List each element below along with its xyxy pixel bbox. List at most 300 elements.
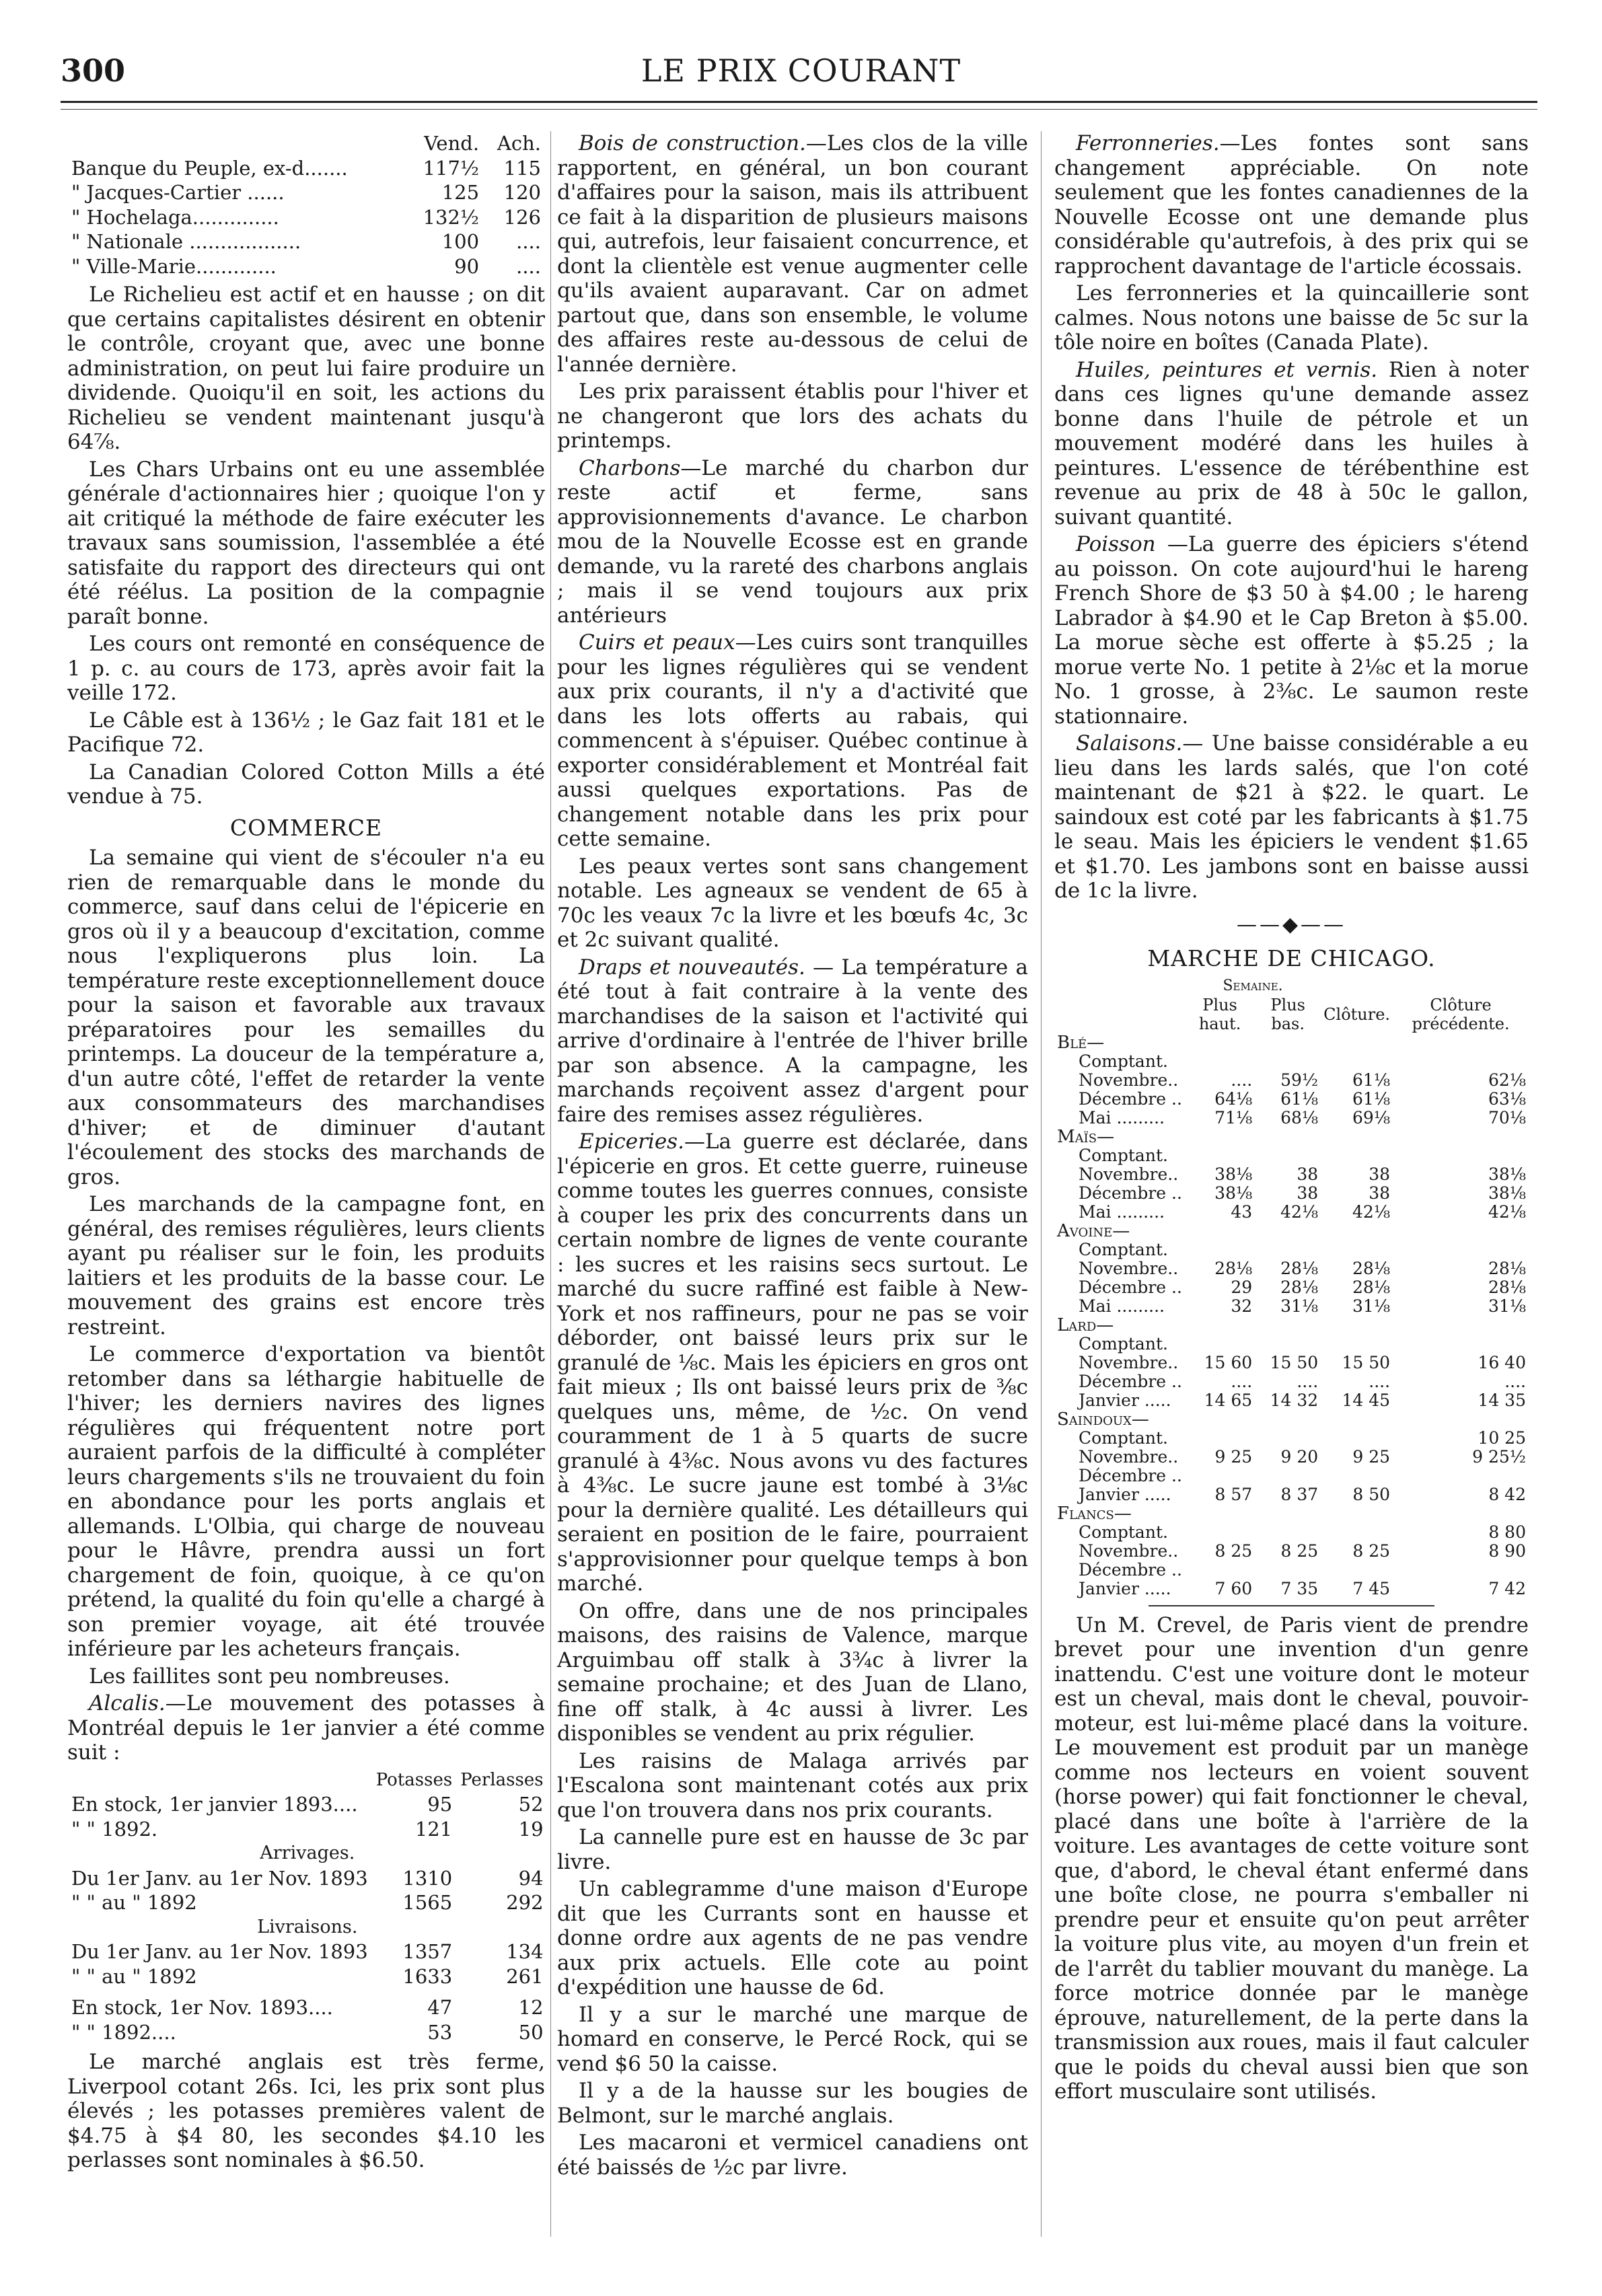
price-cell: [1321, 1410, 1393, 1429]
potash-value: 1357: [402, 1940, 453, 1963]
price-cell: 38⅛: [1214, 1164, 1253, 1184]
price-cell: [1255, 1410, 1321, 1429]
price-cell: [1185, 1146, 1255, 1165]
price-cell: [1255, 1146, 1321, 1165]
price-cell: [1393, 1127, 1529, 1146]
price-cell: ....: [1369, 1371, 1391, 1391]
commodity-label: Avoine—: [1057, 1220, 1130, 1241]
table-row: [1054, 1278, 1529, 1297]
table-row: [67, 254, 545, 279]
paragraph-label: Poisson: [1076, 532, 1156, 556]
price-cell: 10 25: [1478, 1428, 1526, 1448]
period-label: Décembre ..: [1079, 1559, 1182, 1580]
price-cell: ....: [1297, 1371, 1319, 1391]
paragraph: Un M. Crevel, de Paris vient de prendre brevet pour une invention d'un genre inattendu. C'est une voiture dont le moteur est un cheval, mais dont le cheval, pouvoir-moteur, est lui-même placé dans la voiture. Le mouvement est produit par un manège comme nos lecteurs en voient souvent (horse power) qui fait fonctionner le cheval, placé dans une boîte à l'arrière de la voiture. Les avantages de cette voiture sont que, d'abord, le cheval étant enfermé dans une boîte close, ne pourra s'emballer ni prendre peur et ensuite qu'on peut arrêter la voiture plus vite, au moyen d'un frein et de l'arrêt du tablier mouvant du manège. La force motrice donnée par le manège éprouve, naturellement, de la perte dans la transmission aux roues, mais il faut calculer que le poids du cheval aussi bien que son effort musculaire sont utilisés.: [1054, 1613, 1529, 2104]
price-cell: [1255, 1523, 1321, 1542]
price-cell: 14 65: [1204, 1390, 1253, 1410]
bank-vend: 117½: [423, 156, 480, 180]
table-row: [1054, 1165, 1529, 1184]
paragraph-text: — Une baisse considérable a eu lieu dans les lards salés, que l'on coté maintenant de $21 à $22. le quart. Le saindoux est coté par les fabricants à $1.75 le seau. Mais les épiciers le vendent $1.65 et $1.70. Les jambons sont en baisse aussi de 1c la livre.: [1054, 731, 1529, 903]
price-cell: [1255, 1467, 1321, 1485]
paragraph-text: Rien à noter dans ces lignes qu'une demande assez bonne dans l'huile de pétrole et un mouvement modéré dans les huiles à peintures. L'essence de térébenthine est revenue au prix de 48 à 50c le gallon, suivant quantité.: [1054, 357, 1529, 529]
price-cell: 7 45: [1352, 1578, 1391, 1598]
potash-value: 47: [427, 1996, 453, 2019]
price-cell: [1255, 1033, 1321, 1052]
potash-value: 1633: [402, 1964, 453, 1988]
price-cell: 8 57: [1214, 1484, 1253, 1504]
price-cell: [1185, 1504, 1255, 1523]
table-row: [1054, 1203, 1529, 1222]
period-label: Comptant.: [1079, 1522, 1168, 1542]
price-cell: [1321, 1523, 1393, 1542]
chicago-header: Plus bas.: [1270, 995, 1305, 1033]
price-cell: 38⅛: [1488, 1164, 1526, 1184]
perlasse-value: 134: [506, 1940, 544, 1963]
paragraph-text: Les peaux vertes sont sans changement notable. Les agneaux se vendent de 65 à 70c les veaux 7c la livre et les bœufs 4c, 3c et 2c suivant qualité.: [557, 854, 1028, 952]
header-vend: Vend.: [424, 132, 480, 155]
bank-name: Banque du Peuple, ex-d.......: [71, 156, 348, 180]
price-cell: 31⅛: [1488, 1296, 1526, 1316]
paragraph: [1054, 358, 1529, 530]
section-divider: [1149, 1605, 1434, 1606]
price-cell: 28⅛: [1280, 1277, 1319, 1297]
price-cell: 63⅛: [1488, 1088, 1526, 1109]
price-cell: 8 25: [1214, 1541, 1253, 1561]
price-cell: [1255, 1561, 1321, 1580]
ornament-divider: ——◆——: [1236, 912, 1347, 936]
paragraph-text: On offre, dans une de nos principales maisons, des raisins de Valence, marque Arguimbau off stalk à 3¾c à livrer la semaine prochaine; et des Juan de Llano, fine off stalk, à 4c aussi à livrer. Les disponibles se vendent au prix régulier.: [557, 1598, 1028, 1746]
paragraph: [557, 955, 1028, 1127]
price-cell: 38: [1369, 1164, 1391, 1184]
price-cell: [1321, 1052, 1393, 1071]
paragraph-text: Il y a de la hausse sur les bougies de Belmont, sur le marché anglais.: [557, 2079, 1028, 2128]
price-cell: [1321, 1146, 1393, 1165]
price-cell: [1321, 1561, 1393, 1580]
bank-name: " Nationale ..................: [71, 230, 301, 253]
price-cell: [1321, 1429, 1393, 1448]
column-3: [1054, 131, 1529, 2107]
commodity-label: Lard—: [1057, 1314, 1114, 1335]
price-cell: 31⅛: [1280, 1296, 1319, 1316]
bank-ach: 120: [503, 181, 541, 204]
table-row: [1054, 1335, 1529, 1354]
bank-vend: 100: [441, 230, 480, 253]
price-cell: [1255, 1240, 1321, 1259]
period-label: Janvier .....: [1079, 1578, 1171, 1598]
paragraph: La Canadian Colored Cotton Mills a été vendue à 75.: [67, 760, 545, 809]
price-cell: [1185, 1429, 1255, 1448]
paragraph: [557, 1825, 1028, 1874]
column-divider: [1041, 131, 1042, 2237]
paragraph: Les cours ont remonté en conséquence de 1 p. c. au cours de 173, après avoir fait la veille 172.: [67, 632, 545, 705]
price-cell: [1321, 1335, 1393, 1354]
paragraph-text: —Les cuirs sont tranquilles pour les lignes régulières qui se vendent aux prix courants, il n'y a d'activité que dans les lots offerts au rabais, qui commencent à s'épuiser. Québec continue à exporter considérablement et Montréal fait aussi quelques exportations. Pas de changement notable dans les prix pour cette semaine.: [557, 630, 1028, 851]
period-label: Comptant.: [1079, 1051, 1168, 1071]
price-cell: [1185, 1127, 1255, 1146]
paragraph: [557, 1130, 1028, 1596]
bank-ach: ....: [516, 254, 541, 278]
potash-label: " " au " 1892: [71, 1891, 197, 1914]
period-label: Novembre..: [1079, 1258, 1179, 1278]
price-cell: [1321, 1033, 1393, 1052]
paragraph-text: Il y a sur le marché une marque de homard en conserve, le Percé Rock, qui se vend $6 50 la caisse.: [557, 2002, 1028, 2076]
price-cell: [1185, 1410, 1255, 1429]
paragraph: [557, 379, 1028, 453]
price-cell: [1321, 1316, 1393, 1335]
price-cell: 59½: [1280, 1070, 1319, 1090]
price-cell: 8 80: [1488, 1522, 1526, 1542]
potash-row: [67, 1792, 548, 1817]
paragraph: [557, 131, 1028, 377]
price-cell: 29: [1231, 1277, 1253, 1297]
paragraph: Le Richelieu est actif et en hausse ; on dit que certains capitalistes désirent en obtenir le contrôle, croyant que, avec une bonne administration, on peut lui faire produire un dividende. Quoiqu'il en soit, les actions du Richelieu se vendent maintenant jusqu'à 64⅞.: [67, 283, 545, 454]
table-row: [1054, 1354, 1529, 1372]
potash-value: 95: [427, 1793, 453, 1816]
commerce-paragraph: Le commerce d'exportation va bientôt retomber dans sa léthargie habituelle de l'hiver; les derniers navires des lignes régulières qui fréquentent notre port auraient parfois de la difficulté à compléter leurs chargements s'ils ne trouvaient du foin en abondance pour les ports anglais et allemands. L'Olbia, qui charge de nouveau pour le Hâvre, prendra aussi un fort chargement de foin, quoique, à ce qu'on prétend, la qualité du foin qu'elle a chargé à son premier voyage, ait été trouvée inférieure par les acheteurs français.: [67, 1342, 545, 1661]
perlasse-value: 292: [506, 1891, 544, 1914]
price-cell: 62⅛: [1488, 1070, 1526, 1090]
potash-row: [67, 2020, 548, 2045]
price-cell: 28⅛: [1488, 1258, 1526, 1278]
price-cell: 61⅛: [1280, 1088, 1319, 1109]
table-row: [1054, 1542, 1529, 1561]
paragraph: [1054, 532, 1529, 729]
table-row: [1054, 1090, 1529, 1109]
table-row: [1054, 1523, 1529, 1542]
price-cell: ....: [1504, 1371, 1526, 1391]
paragraph-text: Les raisins de Malaga arrivés par l'Escalona sont maintenant cotés aux prix que l'on trouvera dans nos prix courants.: [557, 1748, 1028, 1822]
paragraph-text: Les ferronneries et la quincaillerie sont calmes. Nous notons une baisse de 5c sur la tôle noire en boîtes (Canada Plate).: [1054, 281, 1529, 355]
price-cell: 8 25: [1352, 1541, 1391, 1561]
period-label: Mai .........: [1079, 1296, 1165, 1316]
price-cell: 15 50: [1270, 1352, 1319, 1372]
price-cell: 38: [1297, 1164, 1319, 1184]
price-cell: 7 42: [1488, 1578, 1526, 1598]
paragraph: [1054, 281, 1529, 355]
price-cell: [1255, 1316, 1321, 1335]
bank-name: " Ville-Marie.............: [71, 254, 277, 278]
price-cell: 8 37: [1280, 1484, 1319, 1504]
paragraph: [557, 630, 1028, 852]
table-row: [1054, 1448, 1529, 1467]
period-label: Novembre..: [1079, 1070, 1179, 1090]
price-cell: [1185, 1523, 1255, 1542]
table-row: [1054, 1504, 1529, 1523]
column-1: [67, 131, 545, 2176]
period-label: Novembre..: [1079, 1352, 1179, 1372]
price-cell: [1255, 1429, 1321, 1448]
price-cell: [1185, 1467, 1255, 1485]
price-cell: [1185, 1561, 1255, 1580]
price-cell: [1393, 1335, 1529, 1354]
bank-vend: 125: [441, 181, 480, 204]
price-cell: [1255, 1127, 1321, 1146]
chicago-header: Clôture.: [1323, 1004, 1391, 1024]
price-cell: [1321, 1240, 1393, 1259]
price-cell: 7 60: [1214, 1578, 1253, 1598]
commerce-paragraph: Les faillites sont peu nombreuses.: [89, 1664, 450, 1689]
potash-row: [67, 1866, 548, 1891]
table-row: [1054, 1372, 1529, 1391]
paragraph: [557, 1749, 1028, 1823]
commodity-label: Flancs—: [1057, 1503, 1132, 1524]
price-cell: [1393, 1240, 1529, 1259]
perlasse-value: 19: [518, 1817, 544, 1841]
period-label: Décembre ..: [1079, 1277, 1182, 1297]
price-cell: 28⅛: [1352, 1258, 1391, 1278]
paragraph-label: Salaisons.: [1076, 731, 1183, 755]
price-cell: ....: [1231, 1070, 1253, 1090]
alcalis-label: Alcalis.: [89, 1691, 166, 1715]
price-cell: 32: [1231, 1296, 1253, 1316]
price-cell: 61⅛: [1352, 1088, 1391, 1109]
potash-row: [67, 1890, 548, 1915]
potash-label: " " au " 1892: [71, 1964, 197, 1988]
commodity-label: Maïs—: [1057, 1126, 1115, 1147]
livraisons-label: Livraisons.: [257, 1916, 358, 1937]
chicago-title: MARCHE DE CHICAGO.: [1147, 945, 1436, 971]
price-cell: 38: [1297, 1183, 1319, 1203]
potash-label: Du 1er Janv. au 1er Nov. 1893: [71, 1866, 368, 1890]
paragraph-label: Huiles, peintures et vernis.: [1076, 357, 1378, 382]
header-potasses: Potasses: [375, 1769, 453, 1790]
price-cell: [1321, 1127, 1393, 1146]
bank-name: " Jacques-Cartier ......: [71, 181, 285, 204]
column-divider: [550, 131, 551, 2237]
potash-value: 121: [414, 1817, 453, 1841]
price-cell: 28⅛: [1214, 1258, 1253, 1278]
final-paragraph: Le marché anglais est très ferme, Liverpool cotant 26s. Ici, les prix sont plus élevés ; les potasses premières valent de $4.75 à $4 80, les secondes $4.10 les perlasses sont nominales à $6.50.: [67, 2050, 545, 2172]
price-cell: 14 32: [1270, 1390, 1319, 1410]
potash-label: En stock, 1er Nov. 1893....: [71, 1996, 333, 2019]
price-cell: 28⅛: [1280, 1258, 1319, 1278]
price-cell: 31⅛: [1352, 1296, 1391, 1316]
potash-row: [67, 1964, 548, 1989]
price-cell: [1255, 1504, 1321, 1523]
chicago-header: Clôture précédente.: [1412, 995, 1510, 1033]
price-cell: 69⅛: [1352, 1107, 1391, 1127]
chicago-table: [1054, 977, 1529, 1598]
price-cell: 8 50: [1352, 1484, 1391, 1504]
table-row: [1054, 1052, 1529, 1071]
period-label: Janvier .....: [1079, 1390, 1171, 1410]
paragraph-text: La cannelle pure est en hausse de 3c par livre.: [557, 1825, 1028, 1874]
table-row: [67, 156, 545, 181]
paragraph-text: — La température a été tout à fait contraire à la vente des marchandises de la saison et l'activité qui arrive d'ordinaire à l'entrée de l'hiver brille par son absence. A la campagne, les marchands reçoivent assez d'argent pour faire des remises assez régulières.: [557, 955, 1028, 1127]
commodity-label: Blé—: [1057, 1032, 1105, 1053]
paragraph: [557, 456, 1028, 628]
table-row: [1054, 1580, 1529, 1598]
period-label: Janvier .....: [1079, 1484, 1171, 1504]
table-row: [67, 205, 545, 230]
table-row: [1054, 1127, 1529, 1146]
period-label: Comptant.: [1079, 1428, 1168, 1448]
bank-ach: ....: [516, 230, 541, 253]
table-row: [1054, 1184, 1529, 1203]
period-label: Comptant.: [1079, 1145, 1168, 1165]
potash-row: [67, 1995, 548, 2020]
paragraph-text: Les macaroni et vermicel canadiens ont été baissés de ½c par livre.: [557, 2131, 1028, 2180]
paragraph-label: Epiceries.: [579, 1130, 684, 1154]
potash-label: " " 1892.: [71, 1817, 158, 1841]
table-row: [1054, 1033, 1529, 1052]
price-cell: 16 40: [1478, 1352, 1526, 1372]
price-cell: 15 50: [1342, 1352, 1391, 1372]
price-cell: [1185, 1240, 1255, 1259]
perlasse-value: 261: [506, 1964, 544, 1988]
price-cell: 8 90: [1488, 1541, 1526, 1561]
paragraph: [557, 2003, 1028, 2077]
price-cell: [1185, 1052, 1255, 1071]
bank-vend: 132½: [423, 205, 480, 229]
table-row: [1054, 1109, 1529, 1127]
header-ach: Ach.: [497, 132, 541, 155]
period-label: Décembre ..: [1079, 1465, 1182, 1485]
bank-name: " Hochelaga..............: [71, 205, 279, 229]
bank-vend: 90: [454, 254, 480, 278]
price-cell: [1185, 1222, 1255, 1240]
potash-row: [67, 1817, 548, 1842]
table-row: [67, 180, 545, 205]
price-cell: ....: [1231, 1371, 1253, 1391]
table-row: [1054, 1429, 1529, 1448]
page-number: 300: [61, 52, 126, 89]
price-cell: 8 25: [1280, 1541, 1319, 1561]
paragraph: Le Câble est à 136½ ; le Gaz fait 181 et le Pacifique 72.: [67, 708, 545, 757]
arrivages-label: Arrivages.: [260, 1843, 355, 1863]
price-cell: 38: [1369, 1183, 1391, 1203]
price-cell: 68⅛: [1280, 1107, 1319, 1127]
price-cell: [1393, 1146, 1529, 1165]
price-cell: [1185, 1335, 1255, 1354]
price-cell: [1393, 1222, 1529, 1240]
header-perlasses: Perlasses: [460, 1769, 544, 1790]
page-title: LE PRIX COURANT: [641, 52, 961, 89]
potash-value: 53: [427, 2020, 453, 2044]
price-cell: 14 35: [1478, 1390, 1526, 1410]
price-cell: 42⅛: [1280, 1201, 1319, 1222]
perlasse-value: 12: [518, 1996, 544, 2019]
commerce-heading: COMMERCE: [229, 814, 383, 841]
period-label: Mai .........: [1079, 1107, 1165, 1127]
price-cell: 9 20: [1280, 1446, 1319, 1467]
paragraph: [557, 2079, 1028, 2128]
price-cell: 42⅛: [1352, 1201, 1391, 1222]
price-cell: 9 25: [1214, 1446, 1253, 1467]
price-cell: [1185, 1033, 1255, 1052]
semaine-label: Semaine.: [1223, 977, 1283, 994]
price-cell: [1393, 1467, 1529, 1485]
table-row: [1054, 1297, 1529, 1316]
period-label: Comptant.: [1079, 1239, 1168, 1259]
price-cell: 28⅛: [1488, 1277, 1526, 1297]
price-cell: [1255, 1335, 1321, 1354]
perlasse-value: 94: [518, 1866, 544, 1890]
table-row: [1054, 1146, 1529, 1165]
paragraph-label: Bois de construction.: [579, 131, 806, 155]
price-cell: 14 45: [1342, 1390, 1391, 1410]
table-row: [1054, 1410, 1529, 1429]
price-cell: [1393, 1410, 1529, 1429]
alcalis-paragraph: [67, 1691, 545, 1765]
table-row: [1054, 1259, 1529, 1278]
price-cell: 28⅛: [1352, 1277, 1391, 1297]
table-row: [1054, 1467, 1529, 1485]
commerce-paragraph: La semaine qui vient de s'écouler n'a eu rien de remarquable dans le monde du commerce, sauf dans celui de l'épicerie en gros où il y a beaucoup d'excitation, comme nous l'expliquerons plus loin. La température reste exceptionnellement douce pour la saison et favorable aux travaux préparatoires pour les semailles du printemps. La douceur de la température a, d'un autre côté, l'effet de retarder la vente aux consommateurs des marchandises d'hiver; et de diminuer d'autant l'écoulement des stocks des marchands de gros.: [67, 846, 545, 1189]
table-row: [67, 229, 545, 254]
potash-label: Du 1er Janv. au 1er Nov. 1893: [71, 1940, 368, 1963]
paragraph: [1054, 731, 1529, 903]
price-cell: 7 35: [1280, 1578, 1319, 1598]
table-row: [1054, 1391, 1529, 1410]
table-row: [1054, 1316, 1529, 1335]
period-label: Novembre..: [1079, 1164, 1179, 1184]
alcalis-text: —Le mouvement des potasses à Montréal depuis le 1er janvier a été comme suit :: [67, 1691, 545, 1765]
period-label: Mai .........: [1079, 1201, 1165, 1222]
paragraph-text: —Le marché du charbon dur reste actif et ferme, sans approvisionnements d'avance. Le charbon mou de la Nouvelle Ecosse est en grande demande, vu la rareté des charbons anglais ; mais il se vend toujours aux prix antérieurs: [557, 455, 1028, 628]
period-label: Décembre ..: [1079, 1088, 1182, 1109]
header-rule-thin: [61, 109, 1537, 110]
paragraph-text: Les prix paraissent établis pour l'hiver et ne changeront que lors des achats du printemps.: [557, 379, 1028, 453]
table-row: [1054, 1222, 1529, 1240]
bank-ach: 126: [503, 205, 541, 229]
commodity-label: Saindoux—: [1057, 1409, 1149, 1430]
price-cell: [1393, 1504, 1529, 1523]
price-cell: 9 25: [1352, 1446, 1391, 1467]
price-cell: 8 42: [1488, 1484, 1526, 1504]
paragraph: Les Chars Urbains ont eu une assemblée générale d'actionnaires hier ; quoique l'on y ait critiqué la méthode de faire exécuter les travaux sans soumission, l'assemblée a été satisfaite du rapport des directeurs qui ont été réélus. La position de la compagnie paraît bonne.: [67, 457, 545, 629]
paragraph-label: Cuirs et peaux: [579, 630, 735, 655]
potash-value: 1310: [402, 1866, 453, 1890]
perlasse-value: 52: [518, 1793, 544, 1816]
period-label: Novembre..: [1079, 1541, 1179, 1561]
paragraph-text: —La guerre est déclarée, dans l'épicerie en gros. Et cette guerre, ruineuse comme toutes les guerres connues, consiste à couper les prix des concurrents dans un certain nombre de lignes de vente courante : les sucres et les raisins secs surtout. Le marché du sucre raffiné est faible à New-York et nos raffineurs, pour ne pas se voir déborder, ont baissé leurs prix sur le granulé de ⅛c. Mais les épiciers en gros ont fait mieux ; Ils ont baissé leurs prix de ⅜c quelques uns, même, de ½c. On vend couramment de 1 à 5 quarts de sucre granulé à 4⅜c. Nous avons vu des factures à 4⅜c. Le sucre jaune est tombé à 3⅛c pour la dernière qualité. Les détailleurs qui seraient en position de le faire, pourraient s'approvisionner pour quelque temps à bon marché.: [557, 1130, 1028, 1596]
paragraph: [557, 1877, 1028, 2000]
table-row: [1054, 1071, 1529, 1090]
paragraph-text: —Les clos de la ville rapportent, en général, un bon courant d'affaires pour la saison, mais ils attribuent ce fait à la disparition de plusieurs maisons qui, autrefois, leur faisaient concurrence, et dont la clientèle est venue augmenter celle qu'ils avaient auparavant. Car on admet partout que, dans son ensemble, le volume des affaires reste au-dessous de celui de l'année dernière.: [557, 131, 1028, 377]
price-cell: 71⅛: [1214, 1107, 1253, 1127]
potash-row: [67, 1939, 548, 1964]
bank-ach: 115: [503, 156, 541, 180]
price-cell: [1321, 1222, 1393, 1240]
table-row: [1054, 1561, 1529, 1580]
price-cell: 38⅛: [1214, 1183, 1253, 1203]
potash-label: " " 1892....: [71, 2020, 176, 2044]
period-label: Comptant.: [1079, 1333, 1168, 1354]
commerce-paragraph: Les marchands de la campagne font, en général, des remises régulières, leurs clients ayant pu réaliser sur le foin, les produits laitiers et les produits de la basse cour. Le mouvement des grains est encore très restreint.: [67, 1192, 545, 1339]
column-2: [557, 131, 1028, 2182]
period-label: Décembre ..: [1079, 1371, 1182, 1391]
potash-table: [67, 1768, 548, 2045]
perlasse-value: 50: [518, 2020, 544, 2044]
paragraph-text: Un cablegramme d'une maison d'Europe dit que les Currants sont en hausse et donne ordre aux agents de ne pas vendre aux prix actuels. Elle cote au point d'expédition une hausse de 6d.: [557, 1877, 1028, 1999]
paragraph-label: Draps et nouveautés.: [579, 955, 805, 979]
price-cell: [1321, 1467, 1393, 1485]
period-label: Novembre..: [1079, 1446, 1179, 1467]
price-cell: [1255, 1052, 1321, 1071]
chicago-header: Plus haut.: [1198, 995, 1241, 1033]
paragraph: [557, 854, 1028, 953]
price-cell: 15 60: [1204, 1352, 1253, 1372]
price-cell: 38⅛: [1488, 1183, 1526, 1203]
period-label: Décembre ..: [1079, 1183, 1182, 1203]
header-rule: [61, 101, 1537, 103]
paragraph-label: Charbons: [579, 455, 681, 480]
bank-table: [67, 131, 545, 279]
price-cell: 70⅛: [1488, 1107, 1526, 1127]
price-cell: [1393, 1561, 1529, 1580]
price-cell: 64⅛: [1214, 1088, 1253, 1109]
